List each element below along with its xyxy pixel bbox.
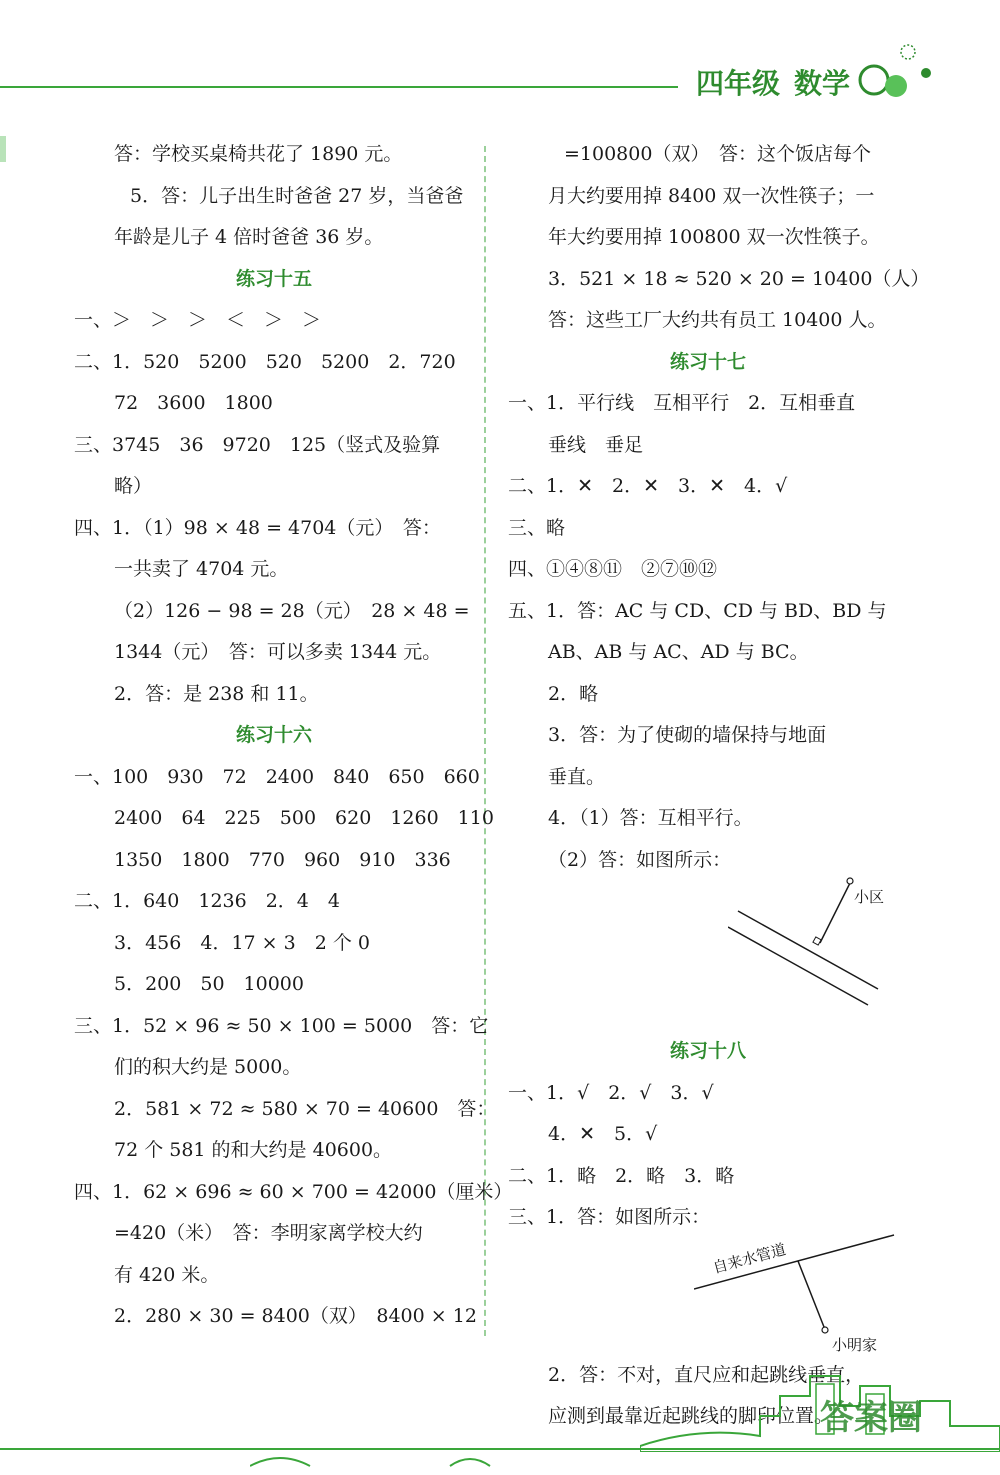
- left-line: =420（米） 答：李明家离学校大约: [114, 1222, 423, 1244]
- left-line: 2．答：是 238 和 11。: [114, 682, 319, 705]
- right-line: 一、1．平行线 互相平行 2．互相垂直: [508, 392, 856, 414]
- right-line: 三、略: [508, 516, 566, 539]
- left-line: 2．280 × 30 = 8400（双） 8400 × 12: [114, 1305, 477, 1327]
- right-line: 一、1．√ 2．√ 3．√: [508, 1081, 714, 1104]
- right-line: 二、1．✕ 2．✕ 3．✕ 4．√: [508, 475, 788, 497]
- pipe-label: 自来水管道: [710, 1239, 788, 1277]
- figure-pipe: [508, 1239, 908, 1355]
- left-margin-mark: [0, 136, 6, 162]
- right-line: 三、1．答：如图所示：: [508, 1206, 711, 1228]
- left-column: [74, 134, 513, 1338]
- right-line: 2．答：不对，直尺应和起跳线垂直，: [548, 1363, 865, 1386]
- footer-wave-icon: [250, 1452, 510, 1474]
- left-line: 一、100 930 72 2400 840 650 660: [74, 765, 480, 788]
- left-line: 72 个 581 的和大约是 40600。: [114, 1139, 393, 1161]
- left-line: 四、1．（1）98 × 48 = 4704（元） 答：: [74, 516, 441, 539]
- section-heading: 练习十六: [235, 724, 312, 746]
- right-line: 垂线 垂足: [548, 433, 644, 456]
- section-heading: 练习十七: [669, 350, 746, 373]
- footer-rule: [0, 1448, 1000, 1450]
- left-line: 一共卖了 4704 元。: [114, 558, 289, 580]
- right-line: AB、AB 与 AC、AD 与 BC。: [548, 641, 809, 663]
- left-line: 年龄是儿子 4 倍时爸爸 36 岁。: [114, 226, 384, 248]
- right-line: 3．521 × 18 ≈ 520 × 20 = 10400（人）: [548, 267, 930, 290]
- right-line: 四、①④⑧⑪ ②⑦⑩⑫: [508, 558, 718, 580]
- right-line: 4．✕ 5．√: [548, 1123, 658, 1145]
- right-line: 4．（1）答：互相平行。: [548, 807, 753, 829]
- home-label: 小明家: [832, 1335, 878, 1354]
- left-line: 3．456 4．17 × 3 2 个 0: [114, 931, 370, 954]
- right-line: （2）答：如图所示：: [548, 848, 732, 871]
- left-line: 二、1．640 1236 2．4 4: [74, 890, 340, 912]
- right-column: [508, 134, 930, 1438]
- left-line: 2．581 × 72 ≈ 580 × 70 = 40600 答：: [114, 1097, 496, 1120]
- left-line: 2400 64 225 500 620 1260 110: [114, 807, 494, 829]
- header-bubbles-icon: [856, 38, 936, 104]
- left-line: 答：学校买桌椅共花了 1890 元。: [114, 143, 403, 165]
- watermark: 答案圈: [820, 1398, 922, 1438]
- left-line: 1344（元） 答：可以多卖 1344 元。: [114, 641, 442, 663]
- left-line: 三、3745 36 9720 125（竖式及验算: [74, 433, 441, 456]
- header-grade: 四年级: [696, 67, 781, 100]
- right-line: 年大约要用掉 100800 双一次性筷子。: [548, 226, 880, 248]
- section-heading: 练习十五: [235, 267, 312, 290]
- right-line: 月大约要用掉 8400 双一次性筷子；一: [548, 184, 875, 207]
- left-line: 5．答：儿子出生时爸爸 27 岁，当爸爸: [130, 184, 464, 207]
- figure1-label: 小区: [854, 888, 885, 906]
- left-line: 们的积大约是 5000。: [114, 1056, 302, 1078]
- left-line: 三、1．52 × 96 ≈ 50 × 100 = 5000 答：它: [74, 1014, 489, 1037]
- left-line: 有 420 米。: [114, 1263, 220, 1286]
- left-line: 1350 1800 770 960 910 336: [114, 848, 451, 871]
- right-line: 垂直。: [548, 765, 606, 788]
- left-line: （2）126 − 98 = 28（元） 28 × 48 =: [114, 599, 470, 622]
- figure-parallel-lines: [508, 881, 908, 1001]
- right-line: 二、1．略 2．略 3．略: [508, 1164, 735, 1187]
- header-subject: 数学: [794, 67, 851, 100]
- right-line: 3．答：为了使砌的墙保持与地面: [548, 724, 827, 746]
- left-line: 5．200 50 10000: [114, 973, 304, 995]
- left-line: 略）: [114, 475, 153, 497]
- left-line: 二、1．520 5200 520 5200 2．720: [74, 350, 456, 373]
- left-line: 四、1．62 × 696 ≈ 60 × 700 = 42000（厘米）: [74, 1180, 513, 1203]
- right-line: 五、1．答：AC 与 CD、CD 与 BD、BD 与: [508, 599, 887, 622]
- section-heading: 练习十八: [669, 1040, 746, 1062]
- right-line: =100800（双） 答：这个饭店每个: [564, 143, 871, 165]
- left-line: 72 3600 1800: [114, 392, 273, 414]
- column-divider: [484, 146, 486, 1336]
- right-line: 2．略: [548, 682, 599, 705]
- right-line: 答：这些工厂大约共有员工 10400 人。: [548, 309, 887, 331]
- header-rule: [0, 86, 678, 88]
- right-line: 应测到最靠近起跳线的脚印位置。: [548, 1405, 834, 1427]
- header-title: [696, 62, 850, 102]
- left-line: 一、＞ ＞ ＞ ＜ ＞ ＞: [74, 309, 322, 331]
